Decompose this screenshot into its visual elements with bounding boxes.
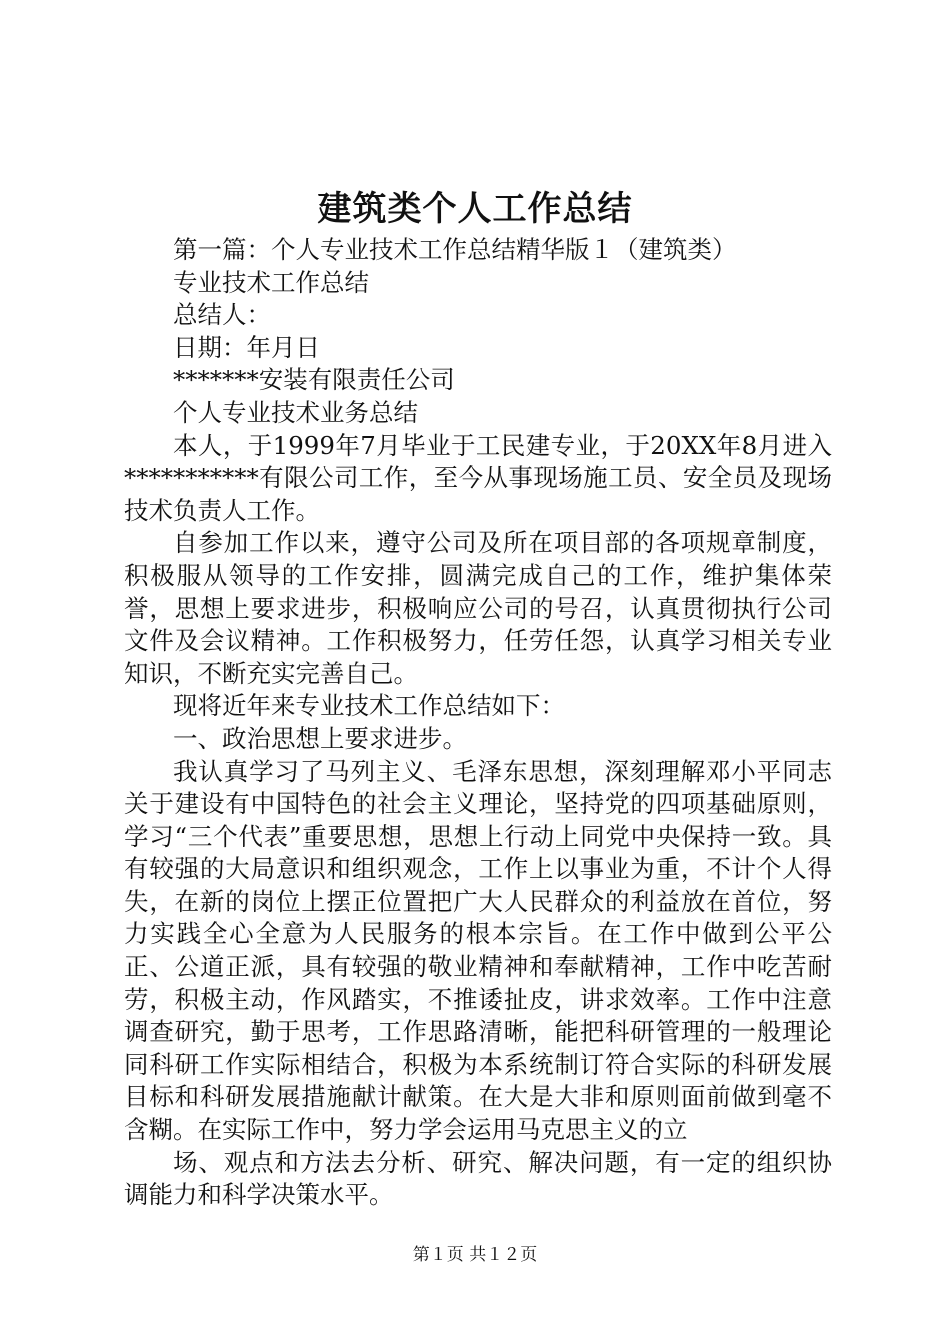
paragraph-summary-lead: 现将近年来专业技术工作总结如下： xyxy=(173,691,565,721)
page-number-footer: 第１页 共１２页 xyxy=(412,1245,538,1265)
paragraph-political-thought: 我认真学习了马列主义、毛泽东思想，深刻理解邓小平同志关于建设有中国特色的社会主义理论，坚持党的四项基础原则，学习“三个代表”重要思想，思想上行动上同党中央保持一致。具有较强的大局意识和组织观念，工作上以事业为重，不计个人得失，在新的岗位上摆正位置把广大人民群众的利益放在首位，努力实践全心全意为人民服务的根本宗旨。在工作中做到公平公正、公道正派，具有较强的敬业精神和奉献精神，工作中吃苦耐劳，积极主动，作风踏实，不推诿扯皮，讲求效率。工作中注意调查研究，勤于思考，工作思路清晰，能把科研管理的一般理论同科研工作实际相结合，积极为本系统制订符合实际的科研发展目标和科研发展措施献计献策。在大是大非和原则面前做到毫不含糊。在实际工作中，努力学会运用马克思主义的立 xyxy=(124,756,832,1145)
paragraph-date: 日期：年月日 xyxy=(173,332,320,362)
paragraph-work-attitude: 自参加工作以来，遵守公司及所在项目部的各项规章制度，积极服从领导的工作安排，圆满完成自己的工作，维护集体荣誉，思想上要求进步，积极响应公司的号召，认真贯彻执行公司文件及会议精神。工作积极努力，任劳任怨，认真学习相关专业知识，不断充实完善自己。 xyxy=(124,528,832,688)
paragraph-continuation: 场、观点和方法去分析、研究、解决问题，有一定的组织协调能力和科学决策水平。 xyxy=(124,1147,832,1210)
paragraph-report-type: 专业技术工作总结 xyxy=(173,267,369,297)
paragraph-author: 总结人： xyxy=(173,300,271,330)
paragraph-heading-first-chapter: 第一篇：个人专业技术工作总结精华版１（建筑类） xyxy=(173,235,737,264)
document-body xyxy=(124,234,832,1212)
paragraph-subtitle: 个人专业技术业务总结 xyxy=(173,397,418,427)
document-title: 建筑类个人工作总结 xyxy=(317,189,633,229)
paragraph-company: *******安装有限责任公司 xyxy=(173,365,455,395)
paragraph-section-heading: 一、政治思想上要求进步。 xyxy=(173,723,467,753)
paragraph-intro: 本人，于1999年7月毕业于工民建专业，于20XX年8月进入***********有限公司工作，至今从事现场施工员、安全员及现场技术负责人工作。 xyxy=(124,430,832,525)
